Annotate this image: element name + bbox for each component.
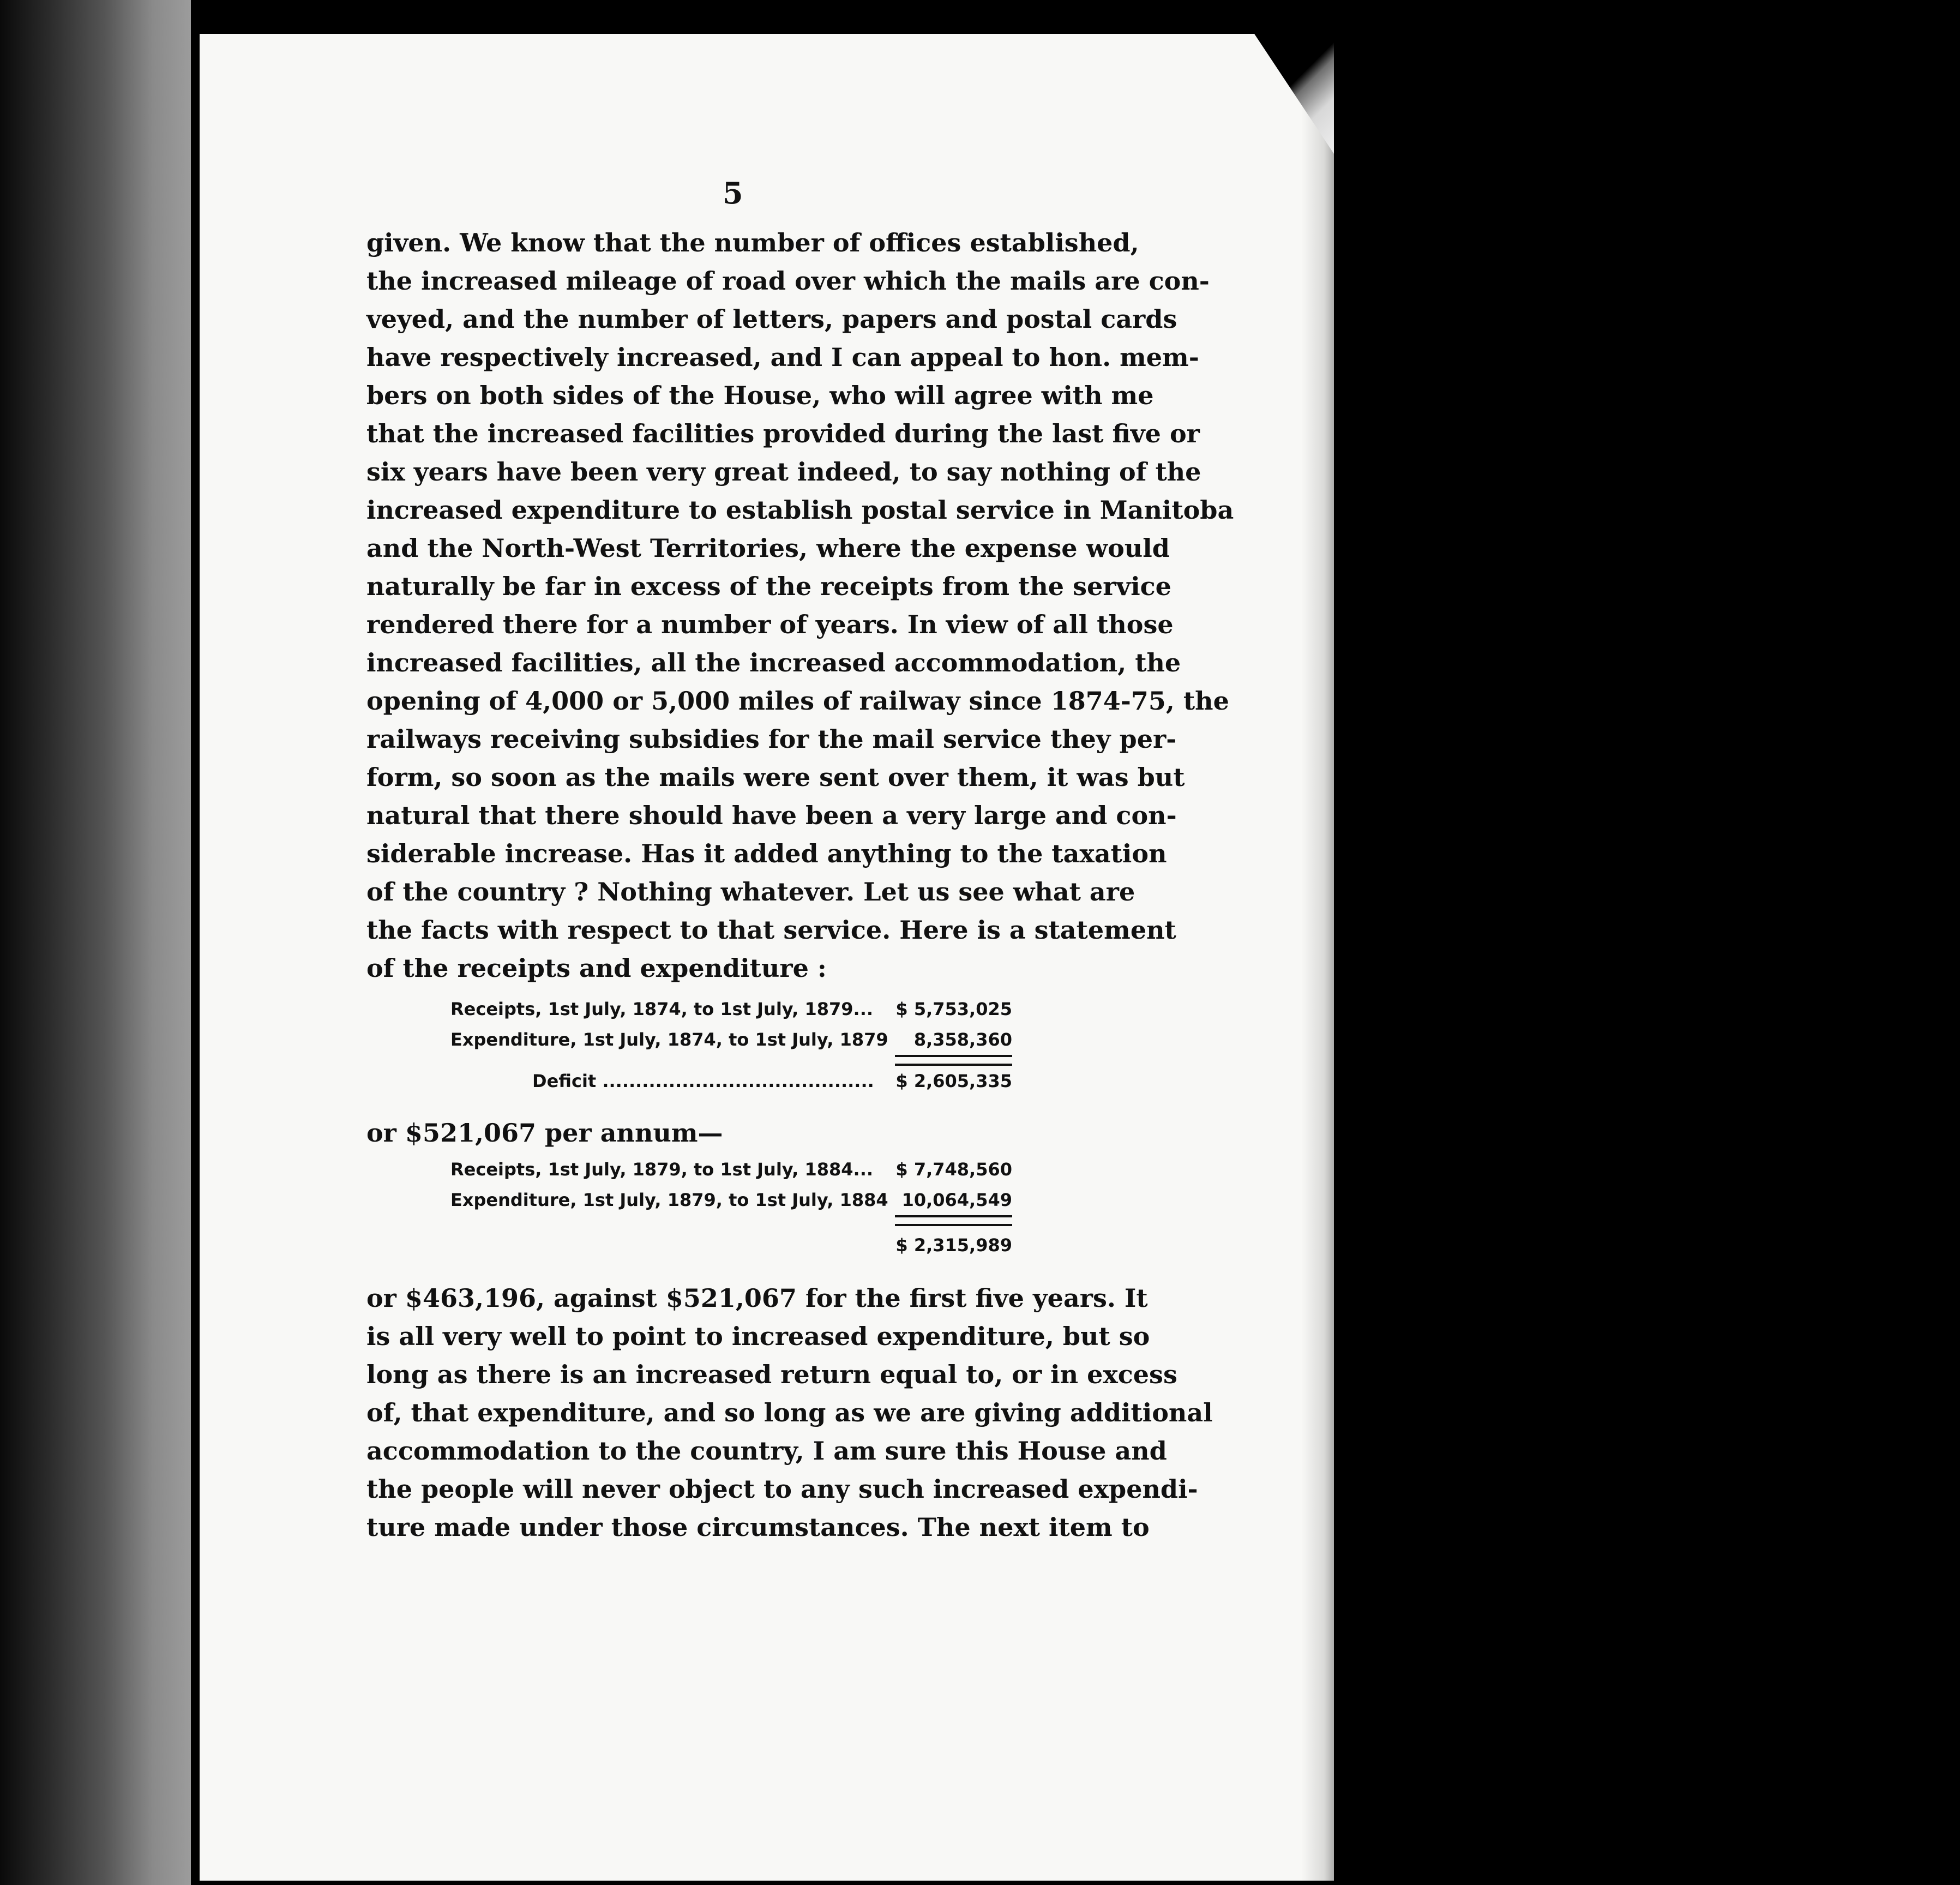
text-line: railways receiving subsidies for the mail service they per- <box>366 724 1177 754</box>
text-line: and the North-West Territories, where the expense would <box>366 533 1170 563</box>
text-line: ture made under those circumstances. The next item to <box>366 1512 1150 1542</box>
text-line: rendered there for a number of years. In view of all those <box>366 610 1174 639</box>
receipts-table-1879-1884 <box>450 1154 1012 1264</box>
table-row <box>450 1154 1012 1185</box>
row-amount: $ 7,748,560 <box>895 1159 1012 1180</box>
text-line: is all very well to point to increased expenditure, but so <box>366 1322 1150 1351</box>
text-line: bers on both sides of the House, who will agree with me <box>366 381 1154 410</box>
text-line: increased expenditure to establish postal service in Manitoba <box>366 495 1234 525</box>
text-line: of the receipts and expenditure : <box>366 953 827 983</box>
text-line: or $463,196, against $521,067 for the first five years. It <box>366 1283 1148 1313</box>
deficit-amount: $ 2,315,989 <box>895 1235 1012 1256</box>
text-line: increased facilities, all the increased accommodation, the <box>366 648 1181 677</box>
row-label: Expenditure, 1st July, 1879, to 1st July, 1884 <box>450 1190 888 1210</box>
text-line: given. We know that the number of offices established, <box>366 228 1139 257</box>
row-amount: 10,064,549 <box>901 1190 1012 1210</box>
text-line: the people will never object to any such increased expendi- <box>366 1474 1198 1504</box>
text-line: six years have been very great indeed, to say nothing of the <box>366 457 1201 487</box>
deficit-row <box>532 1066 1012 1096</box>
text-line: the facts with respect to that service. Here is a statement <box>366 915 1176 945</box>
paragraph-2 <box>366 1279 1213 1546</box>
text-line: naturally be far in excess of the receipts from the service <box>366 572 1171 601</box>
text-line: of the country ? Nothing whatever. Let us see what are <box>366 877 1135 907</box>
text-line: siderable increase. Has it added anything to the taxation <box>366 839 1167 868</box>
text-line: of, that expenditure, and so long as we are giving additional <box>366 1398 1213 1427</box>
row-label: Receipts, 1st July, 1874, to 1st July, 1879... <box>450 999 873 1019</box>
text-line: accommodation to the country, I am sure this House and <box>366 1436 1167 1466</box>
paragraph-1 <box>366 224 1234 987</box>
text-line: that the increased facilities provided during the last five or <box>366 419 1200 448</box>
text-line: the increased mileage of road over which the mails are con- <box>366 266 1210 296</box>
table-row <box>450 994 1012 1024</box>
per-annum-line: or $521,067 per annum— <box>366 1118 723 1148</box>
deficit-row <box>450 1226 1012 1264</box>
deficit-amount: $ 2,605,335 <box>895 1071 1012 1091</box>
deficit-label: Deficit ......................................... <box>532 1071 874 1091</box>
row-label: Expenditure, 1st July, 1874, to 1st July, 1879 <box>450 1029 888 1050</box>
sum-rule <box>895 1055 1012 1066</box>
row-amount: $ 5,753,025 <box>895 999 1012 1019</box>
text-line: veyed, and the number of letters, papers and postal cards <box>366 304 1177 334</box>
row-amount: 8,358,360 <box>913 1029 1012 1050</box>
table-row <box>450 1024 1012 1055</box>
text-line: natural that there should have been a very large and con- <box>366 801 1177 830</box>
page-number: 5 <box>723 176 743 211</box>
receipts-table-1874-1879 <box>450 994 1012 1096</box>
text-line: have respectively increased, and I can appeal to hon. mem- <box>366 343 1199 372</box>
facing-page-edge <box>0 0 191 1885</box>
text-line: opening of 4,000 or 5,000 miles of railway since 1874-75, the <box>366 686 1229 716</box>
text-line: form, so soon as the mails were sent over them, it was but <box>366 763 1185 792</box>
text-line: long as there is an increased return equal to, or in excess <box>366 1360 1177 1389</box>
row-label: Receipts, 1st July, 1879, to 1st July, 1884... <box>450 1159 873 1180</box>
table-row <box>450 1185 1012 1215</box>
sum-rule <box>895 1215 1012 1226</box>
